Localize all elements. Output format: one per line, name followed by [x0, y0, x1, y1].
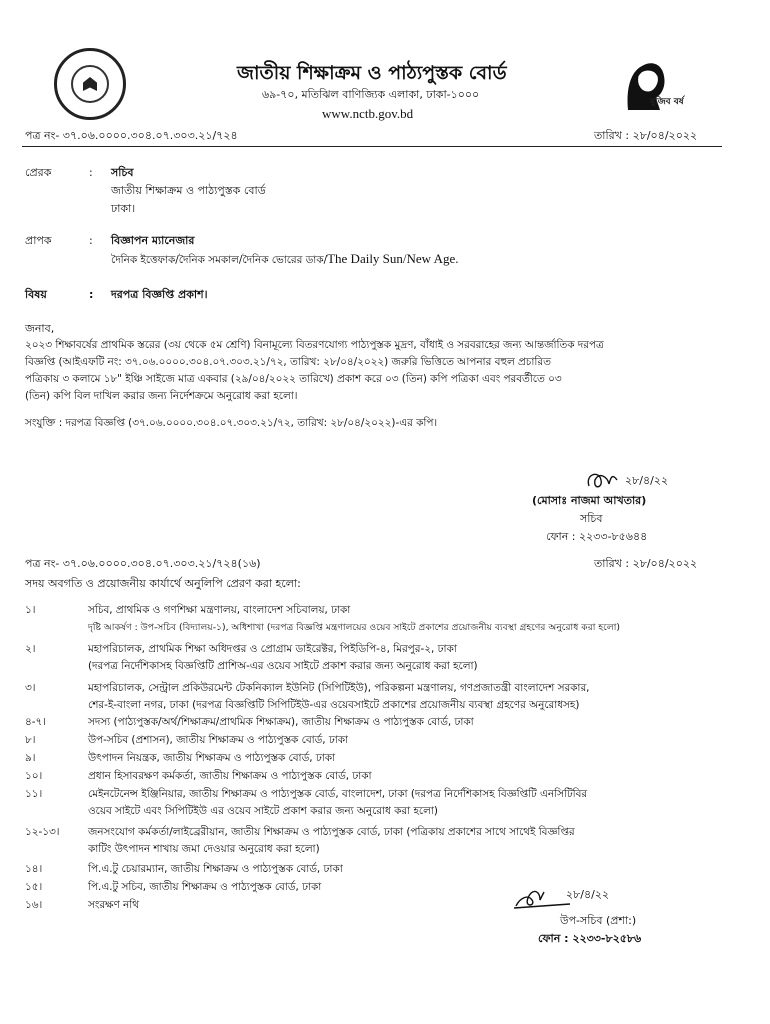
dist-line: কাটিং উৎপাদন শাখায় জমা দেওয়ার অনুরোধ করা হলো) [88, 843, 320, 855]
dist-line: উপ-সচিব (প্রশাসন), জাতীয় শিক্ষাক্রম ও পাঠ্যপুস্তক বোর্ড, ঢাকা [88, 734, 349, 746]
dist-line: মহাপরিচালক, প্রাথমিক শিক্ষা অধিদপ্তর ও প্রোগ্রাম ডাইরেক্টর, পিইডিপি-৪, মিরপুর-২, ঢাকা [88, 643, 457, 655]
signatory-name: (মোসাঃ নাজমা আখতার) [532, 494, 647, 507]
dist-number: ৩। [25, 682, 36, 694]
dist-line: দৃষ্টি আকর্ষণ : উপ-সচিব (বিদ্যালয়-১), অধিশাখা (দরপত্র বিজ্ঞপ্তি মন্ত্রণালয়ের ওয়েব সাইটে প্রকাশের প্রয়োজনীয় ব্যবস্থা গ্রহণের অনুরোধ করা হলো) [88, 622, 620, 633]
dist-line: পি.এ.টু সচিব, জাতীয় শিক্ষাক্রম ও পাঠ্যপুস্তক বোর্ড, ঢাকা [88, 881, 322, 893]
copy-memo-date: তারিখ : ২৮/০৪/২০২২ [594, 557, 698, 570]
attachment-line: সংযুক্তি : দরপত্র বিজ্ঞপ্তি (৩৭.০৬.০০০০.৩০৪.০৭.৩০৩.২১/৭২, তারিখ: ২৮/০৪/২০২২)-এর কপি। [25, 417, 438, 429]
body-line: (তিন) কপি বিল দাখিল করার জন্য নির্দেশক্রমে অনুরোধ করা হলো। [25, 390, 298, 402]
org-name: জাতীয় শিক্ষাক্রম ও পাঠ্যপুস্তক বোর্ড [237, 62, 507, 84]
dist-line: সংরক্ষণ নথি [88, 899, 139, 911]
dist-line: উৎপাদন নিয়ন্ত্রক, জাতীয় শিক্ষাক্রম ও পাঠ্যপুস্তক বোর্ড, ঢাকা [88, 752, 335, 764]
sender-city: ঢাকা। [111, 202, 136, 215]
dist-line: জনসংযোগ কর্মকর্তা/লাইব্রেরীয়ান, জাতীয় শিক্ষাক্রম ও পাঠ্যপুস্তক বোর্ড, ঢাকা (পত্রিকায় প্রকাশের সাথে সাথেই বিজ্ঞপ্তির [88, 826, 575, 838]
dist-line: সচিব, প্রাথমিক ও গণশিক্ষা মন্ত্রণালয়, বাংলাদেশ সচিবালয়, ঢাকা [88, 604, 351, 616]
org-website[interactable]: www.nctb.gov.bd [322, 106, 414, 121]
receiver-newspapers-en: The Daily Sun/New Age. [327, 251, 459, 266]
dist-line: প্রধান হিসাবরক্ষণ কর্মকর্তা, জাতীয় শিক্ষাক্রম ও পাঠ্যপুস্তক বোর্ড, ঢাকা [88, 770, 372, 782]
sender-office: জাতীয় শিক্ষাক্রম ও পাঠ্যপুস্তক বোর্ড [111, 184, 266, 197]
header-divider [22, 146, 722, 147]
dist-line: (দরপত্র নির্দেশিকাসহ বিজ্ঞপ্তিটি প্রাশিঅ-এর ওয়েব সাইটে প্রকাশ করার জন্য অনুরোধ করা হলো) [88, 660, 478, 672]
sender-label: প্রেরক [25, 166, 52, 179]
dist-line: মহাপরিচালক, সেন্ট্রাল প্রকিউরমেন্ট টেকনিক্যাল ইউনিট (সিপিটিইউ), পরিকল্পনা মন্ত্রণালয়, গণপ্রজাতন্ত্রী বাংলাদেশ সরকার, [88, 682, 590, 694]
receiver-newspapers-bn: দৈনিক ইত্তেফাক/দৈনিক সমকাল/দৈনিক ভোরের ডাক/ [111, 254, 328, 266]
logo-inner-ring [71, 65, 109, 103]
org-address: ৬৯-৭০, মতিঝিল বাণিজ্যিক এলাকা, ঢাকা-১০০০ [262, 88, 480, 101]
signature-deputy-secretary [510, 878, 630, 914]
dist-number: ৮। [25, 734, 36, 746]
dist-number: ২। [25, 643, 36, 655]
dist-number: ১৬। [25, 899, 43, 911]
dist-number: ১৫। [25, 881, 43, 893]
portrait-caption: মুজিব বর্ষ [650, 97, 684, 107]
receiver-colon: : [89, 234, 93, 247]
nctb-logo [54, 48, 126, 120]
dist-number: ১১। [25, 788, 43, 800]
dist-number: ১২-১৩। [25, 826, 60, 838]
subject-text: দরপত্র বিজ্ঞপ্তি প্রকাশ। [111, 288, 208, 301]
copy-memo-number: পত্র নং- ৩৭.০৬.০০০০.৩০৪.০৭.৩০৩.২১/৭২৪(১৬) [25, 557, 261, 570]
sender-title: সচিব [111, 166, 134, 179]
receiver-newspapers [111, 252, 459, 267]
signature-date: ২৮/৪/২২ [625, 474, 669, 487]
dist-number: ১০। [25, 770, 43, 782]
body-line: বিজ্ঞপ্তি (আইএফটি নং: ৩৭.০৬.০০০০.৩০৪.০৭.৩০৩.২১/৭২, তারিখ: ২৮/০৪/২০২২) জরুরি ভিত্তিতে আপনার বহুল প্রচারিত [25, 356, 551, 368]
signatory-title: উপ-সচিব (প্রশা:) [560, 914, 637, 927]
body-line: পত্রিকায় ৩ কলামে ১৮" ইঞ্চি সাইজে মাত্র একবার (২৯/০৪/২০২২ তারিখে) প্রকাশ করে ০৩ (তিন) কপি পত্রিকা এবং পরবর্তীতে ০৩ [25, 373, 562, 385]
subject-label: বিষয় [25, 288, 47, 301]
copy-intro: সদয় অবগতি ও প্রয়োজনীয় কার্যার্থে অনুলিপি প্রেরণ করা হলো: [25, 577, 301, 590]
dist-number: ১। [25, 604, 36, 616]
dist-line: ওয়েব সাইটে এবং সিপিটিইউ এর ওয়েব সাইটে প্রকাশ করার জন্য অনুরোধ করা হলো) [88, 805, 438, 817]
receiver-label: প্রাপক [25, 234, 52, 247]
dist-number: ১৪। [25, 863, 43, 875]
signatory-phone: ফোন : ২২৩৩-৮৫৬৪৪ [546, 530, 648, 543]
dist-number: ৯। [25, 752, 36, 764]
salutation: জনাব, [25, 322, 55, 335]
signatory-phone: ফোন : ২২৩৩-৮২৫৮৬ [538, 932, 642, 945]
dist-line: সদস্য (পাঠ্যপুস্তক/অর্থ/শিক্ষাক্রম/প্রাথমিক শিক্ষাক্রম), জাতীয় শিক্ষাক্রম ও পাঠ্যপুস্তক বোর্ড, ঢাকা [88, 716, 474, 728]
receiver-title: বিজ্ঞাপন ম্যানেজার [111, 234, 195, 247]
signatory-title: সচিব [580, 512, 603, 525]
body-line: ২০২৩ শিক্ষাবর্ষের প্রাথমিক স্তরের (৩য় থেকে ৫ম শ্রেণি) বিনামূল্যে বিতরণযোগ্য পাঠ্যপুস্তক মুদ্রণ, বাঁধাই ও সরবরাহের জন্য আন্তর্জাতিক দরপত্র [25, 339, 604, 351]
signature-secretary [583, 466, 703, 496]
subject-colon: : [89, 288, 94, 301]
memo-number: পত্র নং- ৩৭.০৬.০০০০.৩০৪.০৭.৩০৩.২১/৭২৪ [25, 129, 238, 142]
memo-date: তারিখ : ২৮/০৪/২০২২ [594, 129, 698, 142]
dist-line: মেইনটেনেন্স ইঞ্জিনিয়ার, জাতীয় শিক্ষাক্রম ও পাঠ্যপুস্তক বোর্ড, বাংলাদেশ, ঢাকা (দরপত্র নির্দেশিকাসহ বিজ্ঞপ্তিটি এনসিটিবির [88, 788, 588, 800]
signature-date: ২৮/৪/২২ [566, 888, 610, 901]
dist-line: পি.এ.টু চেয়ারম্যান, জাতীয় শিক্ষাক্রম ও পাঠ্যপুস্তক বোর্ড, ঢাকা [88, 863, 343, 875]
mujib-borsho-logo [616, 50, 688, 120]
book-icon [83, 77, 97, 91]
portrait-icon [616, 50, 688, 120]
sender-colon: : [89, 166, 93, 179]
dist-number: ৪-৭। [25, 716, 46, 728]
dist-line: শের-ই-বাংলা নগর, ঢাকা (দরপত্র বিজ্ঞপ্তিটি সিপিটিইউ-এর ওয়েবসাইটে প্রকাশের প্রয়োজনীয় ব্যবস্থা গ্রহণের অনুরোধসহ) [88, 699, 580, 711]
